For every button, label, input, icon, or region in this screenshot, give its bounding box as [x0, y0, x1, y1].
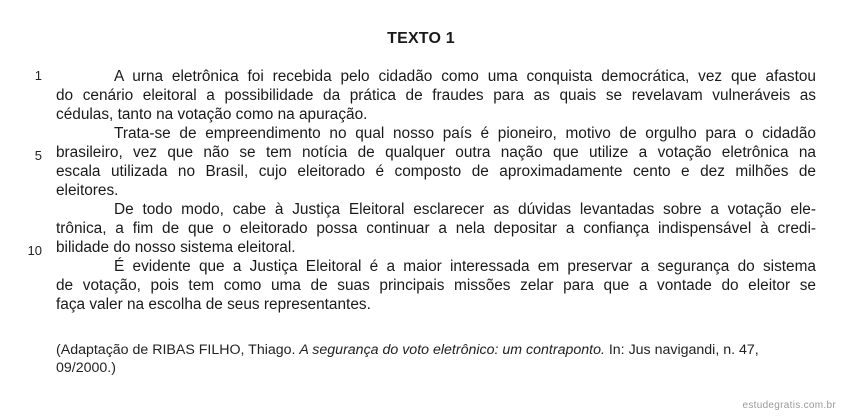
line-number-1: 1 [34, 68, 42, 83]
watermark: estudegratis.com.br [742, 400, 836, 411]
citation-line-1 [56, 341, 816, 359]
page-title: TEXTO 1 [387, 30, 455, 47]
text-line: faça valer na escolha de seus representantes. [56, 296, 371, 313]
citation-work-title: A segurança do voto eletrônico: um contraponto. [299, 342, 605, 358]
citation [56, 341, 816, 377]
citation-prefix: (Adaptação de RIBAS FILHO, Thiago. [56, 342, 300, 358]
text-line: escala utilizada no Brasil, cujo eleitorado é composto de aproximadamente cento e dez milhões de [56, 163, 816, 180]
text-line: eleitores. [56, 182, 119, 199]
citation-line-2: 09/2000.) [56, 360, 116, 376]
text-line: cédulas, tanto na votação como na apuração. [56, 106, 368, 123]
text-line: A urna eletrônica foi recebida pelo cidadão como uma conquista democrática, vez que afastou [114, 68, 816, 85]
text-line: trônica, a fim de que o eleitorado possa continuar a nela depositar a confiança indispensável à credi- [56, 220, 816, 237]
text-line: Trata-se de empreendimento no qual nosso país é pioneiro, motivo de orgulho para o cidadão [114, 125, 816, 142]
line-number-10: 10 [27, 243, 42, 258]
citation-suffix: In: Jus navigandi, n. 47, [604, 342, 759, 358]
line-number-5: 5 [34, 148, 42, 163]
text-line: De todo modo, cabe à Justiça Eleitoral esclarecer as dúvidas levantadas sobre a votação ele- [114, 201, 816, 218]
text-line: bilidade do nosso sistema eleitoral. [56, 239, 296, 256]
text-body [56, 67, 816, 314]
text-line: É evidente que a Justiça Eleitoral é a maior interessada em preservar a segurança do sistema [114, 258, 816, 275]
text-line: do cenário eleitoral a possibilidade da prática de fraudes para as quais se revelavam vulneráveis as [56, 87, 816, 104]
text-line: de votação, pois tem como uma de suas principais missões zelar para que a vontade do eleitor se [56, 277, 816, 294]
text-line: brasileiro, vez que não se tem notícia de qualquer outra nação que utilize a votação eletrônica na [56, 144, 816, 161]
